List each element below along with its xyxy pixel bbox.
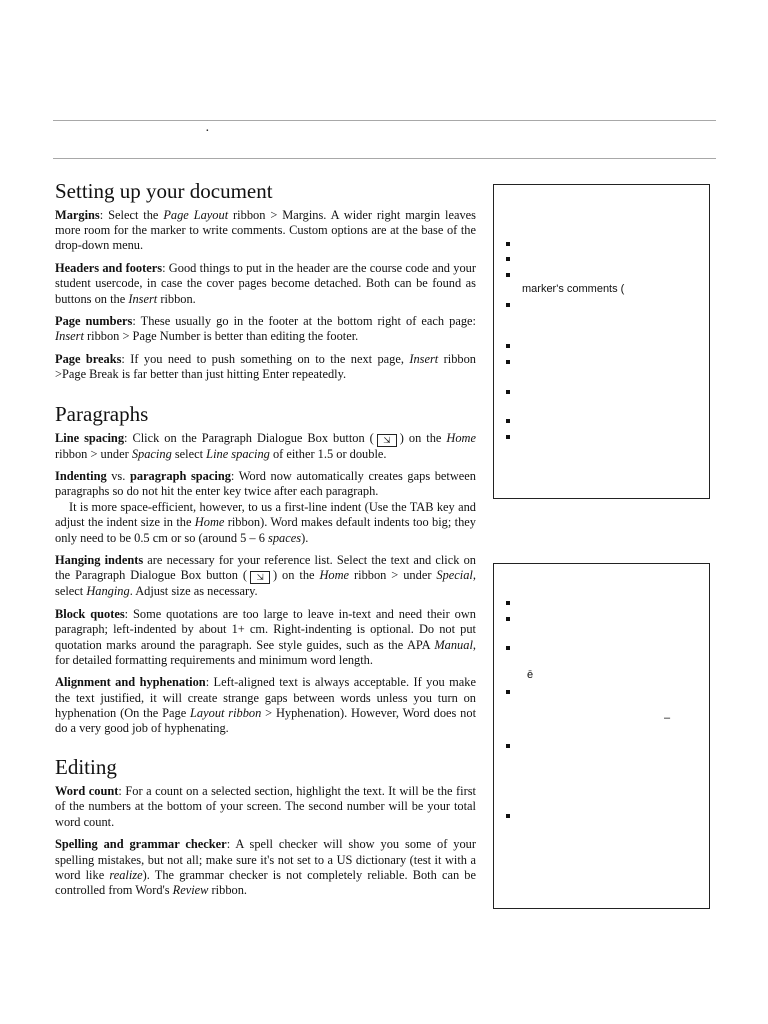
bullet	[506, 690, 510, 694]
header-rule-top	[53, 120, 716, 121]
heading-editing: Editing	[55, 755, 117, 780]
header-dot: ·	[205, 124, 210, 139]
para-align: Alignment and hyphenation: Left-aligned text is always acceptable. If you make the text justified, it will create strange gaps between words unless you turn on hyphenation (On the Page Layout ribbon > Hyphenation). However, Word does not do a very good job of hyphenating.	[55, 675, 477, 736]
bullet	[506, 242, 510, 246]
bullet	[506, 257, 510, 261]
para-spacing: Line spacing: Click on the Paragraph Dialogue Box button ( ⇲ ) on the Home ribbon > under Spacing select Line spacing of either 1.5 or double.	[55, 430, 476, 461]
dialog-launcher-icon: ⇲	[377, 434, 397, 447]
sidebox-dash: –	[664, 712, 671, 724]
bullet	[506, 303, 510, 307]
para-indenting-cont: It is more space-efficient, however, to us a first-line indent (Use the TAB key and adjust the indent size in the Home ribbon). Word makes default indents too big; they only need to be 0.5 cm or so (around 5 – 6 spaces).	[55, 500, 476, 545]
para-margins: Margins: Select the Page Layout ribbon > Margins. A wider right margin leaves more room for the marker to write comments. Custom options are at the base of the drop-down menu.	[55, 208, 476, 253]
para-pagenum: Page numbers: These usually go in the footer at the bottom right of each page: Insert ribbon > Page Number is better than editing the footer.	[55, 314, 476, 344]
bullet	[506, 617, 510, 621]
heading-paragraphs: Paragraphs	[55, 401, 149, 426]
para-breaks: Page breaks: If you need to push something on to the next page, Insert ribbon >Page Break is far better than just hitting Enter repeatedly.	[55, 352, 476, 382]
para-headers: Headers and footers: Good things to put in the header are the course code and your student usercode, in case the cover pages become detached. Both can be found as buttons on the Insert ribbon.	[55, 261, 476, 306]
para-spelling: Spelling and grammar checker: A spell checker will show you some of your spelling mistakes, but not all; make sure it's not set to a US dictionary (test it with a word like realize). The grammar checker is not completely reliable. Both can be controlled from Word's Review ribbon.	[55, 837, 477, 897]
para-block: Block quotes: Some quotations are too large to leave in-text and need their own paragraph; left-indented by about 1+ cm. Right-indenting is optional. Do not put quotation marks around the paragraph. See style guides, such as the APA Manual, for detailed formatting requirements and minimum word length.	[55, 607, 476, 667]
bullet	[506, 814, 510, 818]
dialog-launcher-icon: ⇲	[250, 571, 270, 584]
sidebox-bottom	[493, 563, 710, 909]
para-hanging: Hanging indents are necessary for your reference list. Select the text and click on the Paragraph Dialogue Box button ( ⇲ ) on the Home ribbon > under Special, select Hanging. Adjust size as necessary.	[55, 553, 476, 599]
marker-comments-note: marker's comments (	[522, 283, 625, 295]
bullet	[506, 273, 510, 277]
bullet	[506, 360, 510, 364]
heading-setup: Setting up your document	[55, 179, 273, 203]
bullet	[506, 419, 510, 423]
bullet	[506, 390, 510, 394]
bullet	[506, 601, 510, 605]
bullet	[506, 646, 510, 650]
header-rule-bottom	[53, 158, 716, 159]
sidebox-top	[493, 184, 710, 499]
bullet	[506, 344, 510, 348]
para-indenting: Indenting vs. paragraph spacing: Word now automatically creates gaps between paragraphs so do not hit the enter key twice after each paragraph.	[55, 469, 476, 499]
para-wordcount: Word count: For a count on a selected section, highlight the text. It will be the first of the numbers at the bottom of your screen. The second number will be your total word count.	[55, 784, 476, 829]
sidebox-glyph: ē	[527, 669, 534, 681]
bullet	[506, 744, 510, 748]
bullet	[506, 435, 510, 439]
main-column	[55, 178, 476, 906]
